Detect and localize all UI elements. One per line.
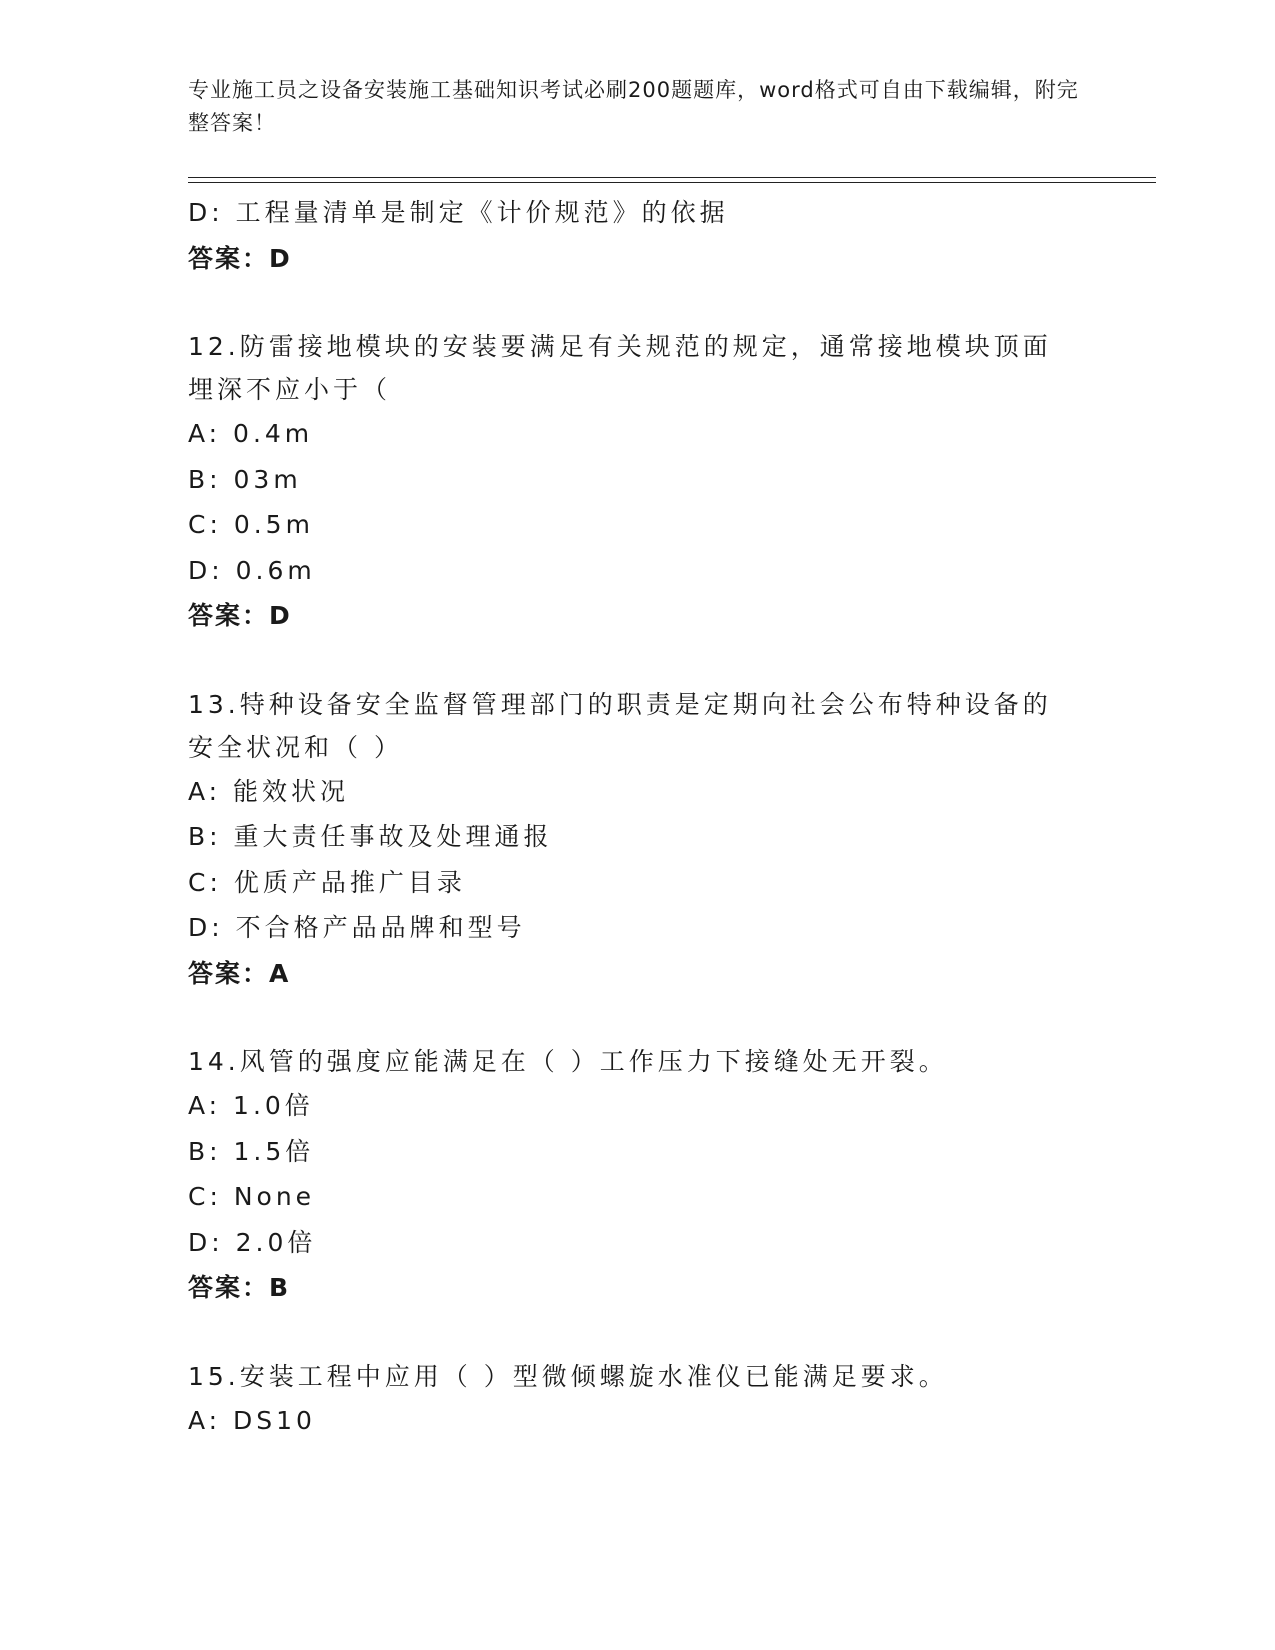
question-block	[188, 683, 1088, 997]
option-c: C: 优质产品推广目录	[188, 867, 466, 897]
question-block	[188, 325, 1088, 639]
question-text: 13.特种设备安全监督管理部门的职责是定期向社会公布特种设备的安全状况和（ ）	[188, 689, 1052, 762]
answer-line: 答案：A	[188, 958, 291, 988]
question-text: 14.风管的强度应能满足在（ ）工作压力下接缝处无开裂。	[188, 1047, 948, 1076]
option-a: A: 能效状况	[188, 776, 350, 806]
option-c: C: 0.5m	[188, 510, 314, 539]
option-a: A: DS10	[188, 1405, 316, 1435]
question-text: 12.防雷接地模块的安装要满足有关规范的规定，通常接地模块顶面埋深不应小于（	[188, 332, 1052, 404]
answer-line: 答案：B	[188, 1273, 291, 1302]
question-text: 15.安装工程中应用（ ）型微倾螺旋水准仪已能满足要求。	[188, 1361, 948, 1391]
question-block	[188, 1355, 1088, 1444]
header-divider-bottom	[188, 182, 1156, 183]
option-c: C: None	[188, 1182, 316, 1211]
option-d: D: 0.6m	[188, 555, 316, 585]
header-divider-top	[188, 177, 1156, 178]
option-d: D: 工程量清单是制定《计价规范》的依据	[188, 198, 729, 227]
answer-line: 答案：D	[188, 243, 292, 273]
option-a: A: 1.0倍	[188, 1091, 314, 1120]
document-header: 专业施工员之设备安装施工基础知识考试必刷200题题库，word格式可自由下载编辑，附完整答案！	[188, 78, 1079, 135]
question-list	[188, 190, 1088, 1443]
option-d: D: 不合格产品品牌和型号	[188, 913, 526, 942]
option-a: A: 0.4m	[188, 419, 314, 448]
option-b: B: 1.5倍	[188, 1136, 315, 1166]
option-b: B: 03m	[188, 464, 302, 494]
answer-line: 答案：D	[188, 601, 292, 630]
option-b: B: 重大责任事故及处理通报	[188, 822, 553, 851]
question-block	[188, 1040, 1088, 1311]
option-d: D: 2.0倍	[188, 1227, 317, 1257]
